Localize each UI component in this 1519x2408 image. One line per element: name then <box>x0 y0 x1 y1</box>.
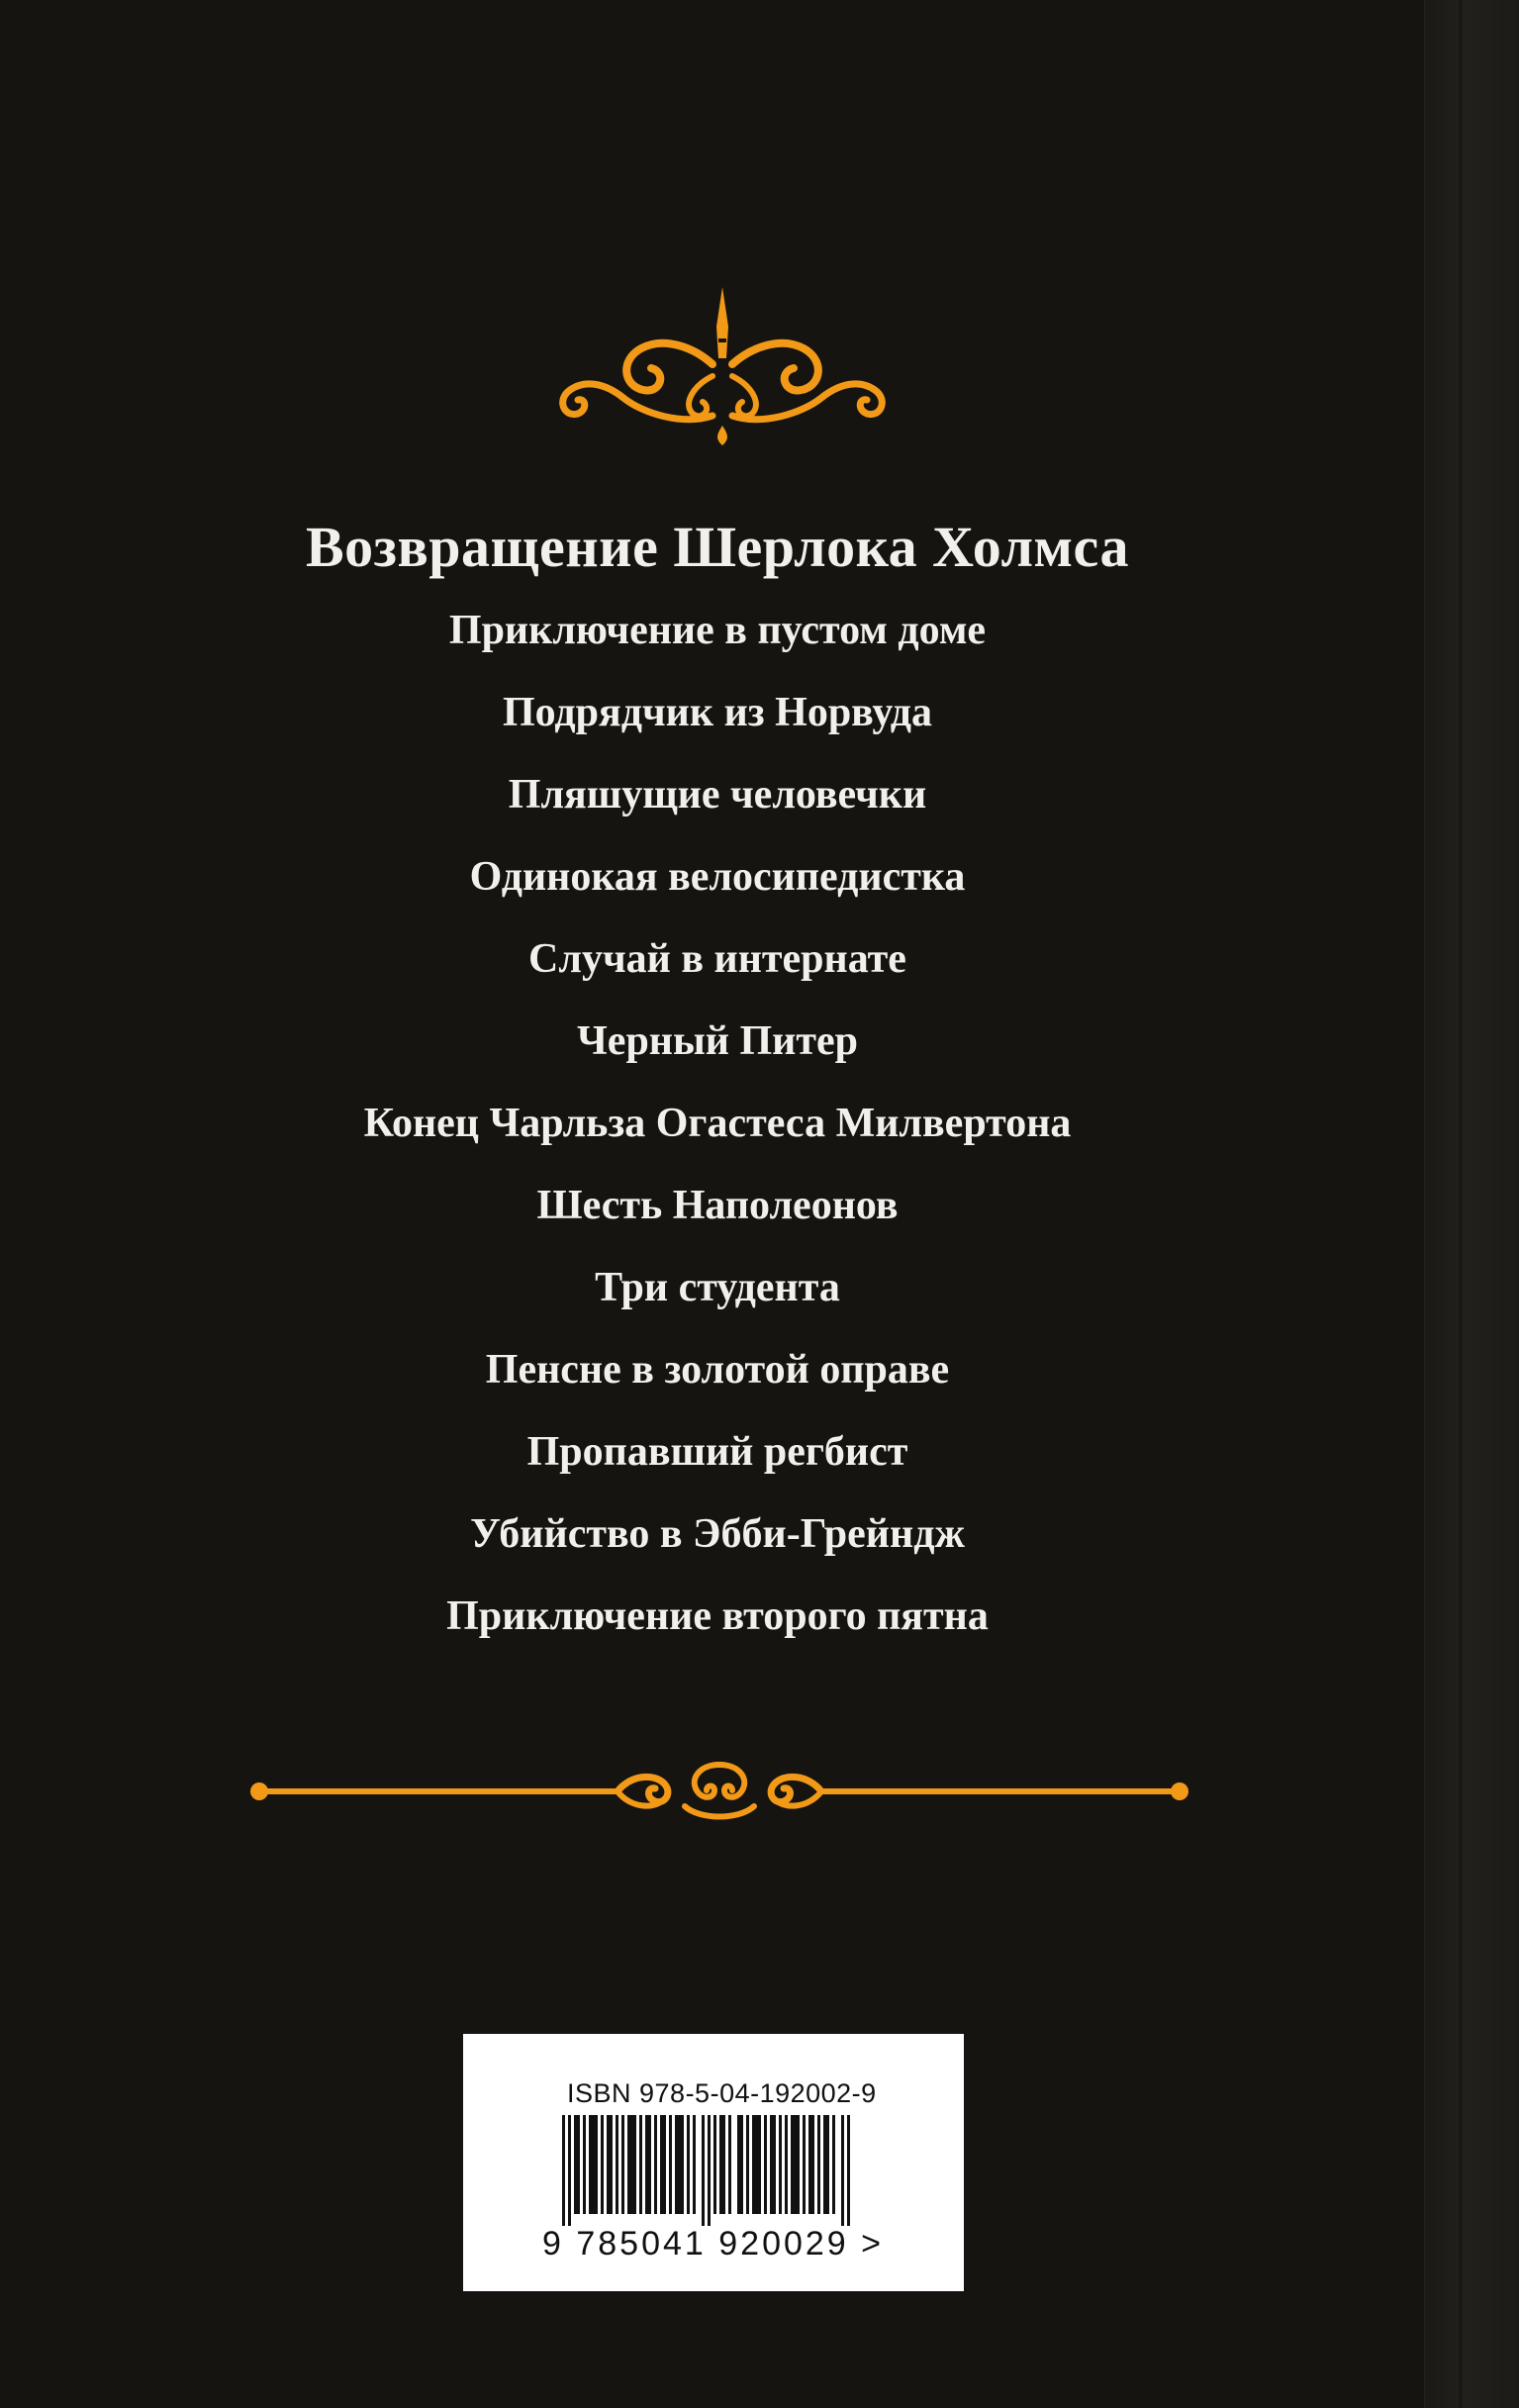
story-title: Пенсне в золотой оправе <box>485 1347 950 1393</box>
story-title: Случай в интернате <box>528 936 906 982</box>
isbn-label: ISBN 978-5-04-192002-9 <box>567 2078 877 2108</box>
spine-shade <box>1459 0 1463 2408</box>
divider-ornament-icon <box>249 1747 1189 1836</box>
barcode-icon <box>562 2115 859 2226</box>
story-title: Пропавший регбист <box>526 1429 908 1475</box>
story-title: Убийство в Эбби-Грейндж <box>470 1511 965 1557</box>
barcode-digits: 9 785041 920029 > <box>542 2225 885 2263</box>
top-ornament-icon <box>544 287 901 455</box>
story-list <box>0 590 1435 1658</box>
story-title: Пляшущие человечки <box>508 772 927 818</box>
story-title: Одинокая велосипедистка <box>469 854 966 900</box>
book-title: Возвращение Шерлока Холмса <box>305 515 1130 579</box>
story-title: Три студента <box>595 1265 840 1310</box>
story-title: Шесть Наполеонов <box>536 1183 899 1228</box>
story-title: Черный Питер <box>576 1018 858 1064</box>
story-title: Приключение в пустом доме <box>448 608 987 653</box>
story-title: Приключение второго пятна <box>446 1593 989 1639</box>
barcode-box <box>463 2034 964 2291</box>
contents-section <box>0 515 1435 1658</box>
spine-edge <box>1424 0 1519 2408</box>
story-title: Конец Чарльза Огастеса Милвертона <box>363 1101 1072 1146</box>
story-title: Подрядчик из Норвуда <box>502 690 933 735</box>
